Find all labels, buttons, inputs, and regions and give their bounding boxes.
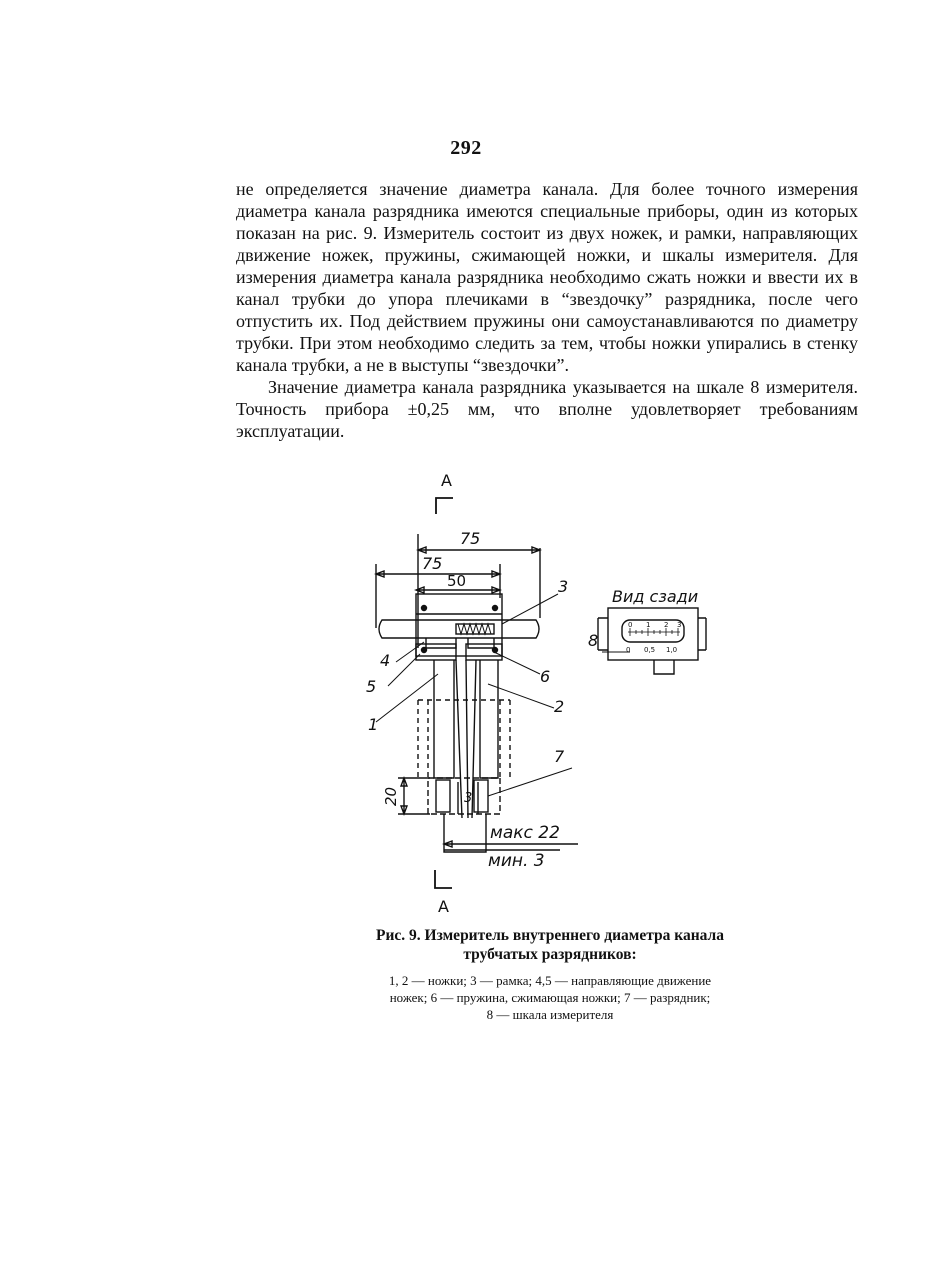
dim-overall-label: 75 [460, 529, 481, 548]
scale-mark: 0 [626, 646, 631, 654]
dim-max-label: макс 22 [490, 823, 560, 843]
callout-1: 1 [368, 715, 379, 734]
scale-mark: 1,0 [666, 646, 678, 654]
figure-caption-legend [300, 972, 800, 1023]
handle-right [468, 638, 494, 648]
dim-min-label: мин. 3 [488, 851, 545, 871]
dim-frame-label: 75 [422, 554, 443, 573]
dim-line-height [398, 778, 430, 814]
callout-2: 2 [554, 697, 565, 716]
figure-measuring-instrument [340, 468, 740, 920]
callout-8: 8 [588, 631, 599, 650]
caption-title-line: Рис. 9. Измеритель внутреннего диаметра канала [376, 927, 724, 944]
callout-5: 5 [366, 677, 377, 696]
callout-6: 6 [540, 667, 551, 686]
scale-mark: 0,5 [644, 646, 656, 654]
caption-legend-line: 1, 2 — ножки; 3 — рамка; 4,5 — направляющие движение [388, 973, 712, 988]
scale-mark: 2 [664, 621, 669, 629]
section-label-top: А [441, 471, 452, 490]
scale-mark: 0 [628, 621, 633, 629]
leg-2 [480, 660, 498, 778]
page-number: 292 [450, 137, 482, 159]
callout-3-inner: 3 [464, 791, 473, 806]
callout-7: 7 [554, 747, 565, 766]
handle-left [426, 638, 456, 648]
dim-height-label: 20 [382, 786, 400, 806]
scale-ticks [628, 628, 680, 636]
dim-line-frame [376, 564, 500, 628]
frame-screw [422, 606, 427, 611]
scale-mark: 1 [646, 621, 651, 629]
scale-top-marks [628, 621, 681, 629]
section-mark-bottom [435, 870, 452, 888]
callout-3: 3 [558, 577, 569, 596]
body-text [236, 178, 858, 442]
callout-leaders [376, 594, 633, 796]
scale-bottom-marks [626, 646, 677, 654]
callout-4: 4 [380, 651, 391, 670]
frame-screw [493, 606, 498, 611]
caption-title-line: трубчатых разрядников: [463, 946, 637, 963]
section-mark-top [436, 498, 453, 514]
paragraph: Значение диаметра канала разрядника указывается на шкале 8 измерителя. Точность прибора ±0,25 мм, что вполне удовлетворяет требованиям эксплуатации. [236, 377, 858, 441]
caption-legend-line: ножек; 6 — пружина, сжимающая ножки; 7 — разрядник; [389, 990, 711, 1005]
figure-caption-title [300, 926, 800, 964]
caption-legend-line: 8 — шкала измерителя [486, 1007, 614, 1022]
tube-outline-dashed [418, 700, 510, 778]
paragraph: не определяется значение диаметра канала. Для более точного измерения диаметра канала разрядника имеются специальные приборы, один из которых показан на рис. 9. Измеритель состоит из двух ножек, и рамки, направляющих движение ножек, пружины, сжимающей ножки, и шкалы измерителя. Для измерения диаметра канала разрядника необходимо сжать ножки и ввести их в канал трубки до упора плечиками в “звездочку” разрядника, после чего отпустить их. Под действием пружины они самоустанавливаются по диаметру трубки. При этом необходимо следить за тем, чтобы ножки упирались в стенку канала трубки, а не в выступы “звездочки”. [236, 179, 858, 375]
leg-1 [434, 660, 454, 778]
section-label-bottom: А [438, 897, 449, 916]
scale-mark: 3 [677, 621, 682, 629]
rear-view-stem [654, 660, 674, 674]
dim-inner-label: 50 [447, 572, 467, 590]
rear-view-label: Вид сзади [612, 587, 699, 606]
